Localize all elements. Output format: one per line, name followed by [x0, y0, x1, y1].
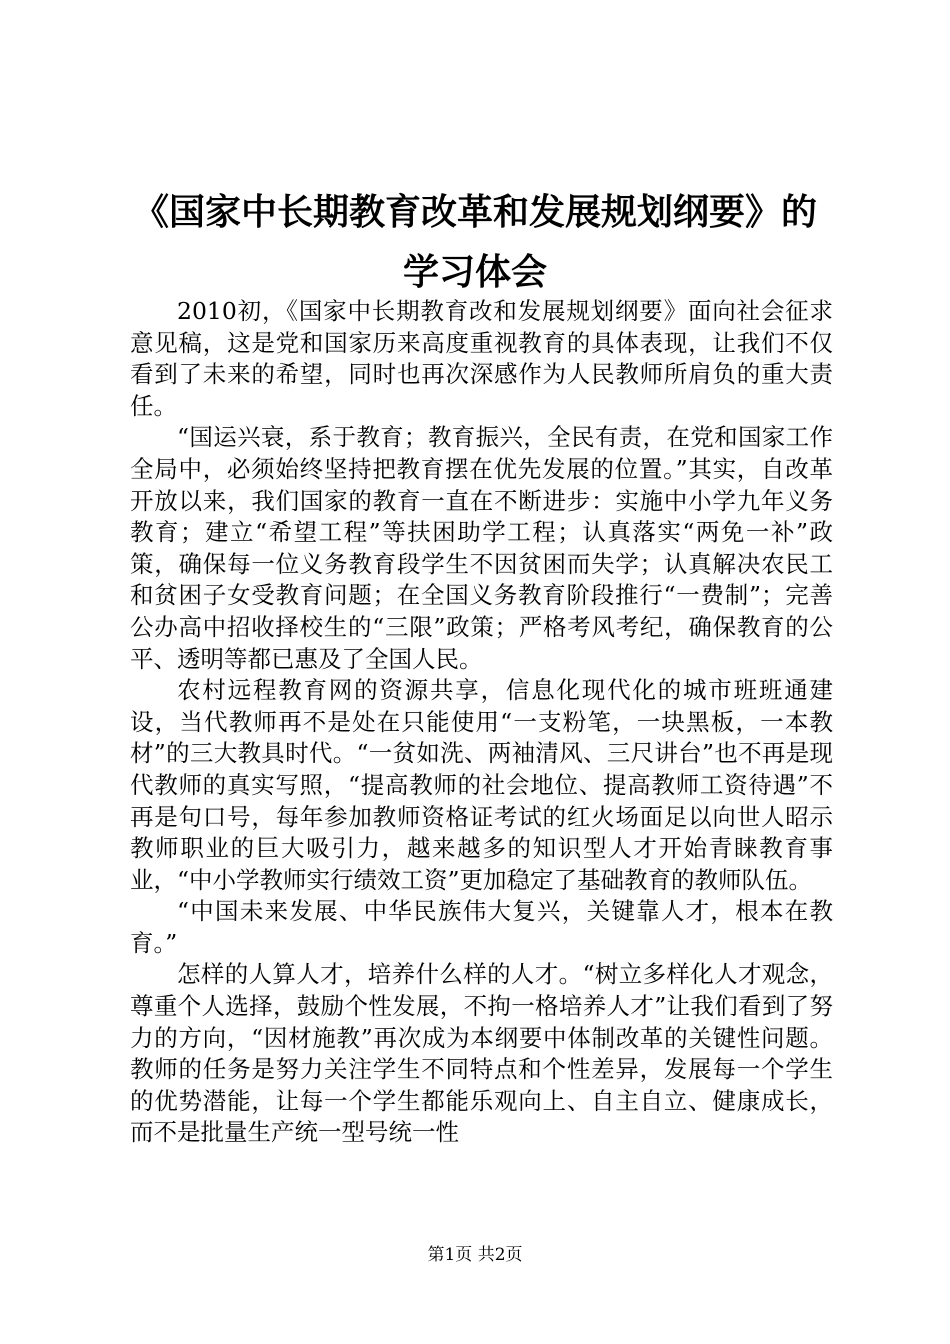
paragraph: 怎样的人算人才，培养什么样的人才。“树立多样化人才观念，尊重个人选择，鼓励个性发展，不拘一格培养人才”让我们看到了努力的方向，“因材施教”再次成为本纲要中体制改革的关键性问题。教师的任务是努力关注学生不同特点和个性差异，发展每一个学生的优势潜能，让每一个学生都能乐观向上、自主自立、健康成长，而不是批量生产统一型号统一性	[130, 960, 833, 1147]
page-footer: 第1页 共2页	[427, 1245, 523, 1265]
document-title: 《国家中长期教育改革和发展规划纲要》的学习体会	[132, 192, 817, 293]
paragraph: “国运兴衰，系于教育；教育振兴，全民有责，在党和国家工作全局中，必须始终坚持把教育摆在优先发展的位置。”其实，自改革开放以来，我们国家的教育一直在不断进步：实施中小学九年义务教育；建立“希望工程”等扶困助学工程；认真落实“两免一补”政策，确保每一位义务教育段学生不因贫困而失学；认真解决农民工和贫困子女受教育问题；在全国义务教育阶段推行“一费制”；完善公办高中招收择校生的“三限”政策；严格考风考纪，确保教育的公平、透明等都已惠及了全国人民。	[130, 423, 833, 673]
document-body	[130, 296, 833, 1149]
paragraph: “中国未来发展、中华民族伟大复兴，关键靠人才，根本在教育。”	[130, 897, 833, 957]
paragraph: 农村远程教育网的资源共享，信息化现代化的城市班班通建设，当代教师再不是处在只能使用“一支粉笔，一块黑板，一本教材”的三大教具时代。“一贫如洗、两袖清风、三尺讲台”也不再是现代教师的真实写照，“提高教师的社会地位、提高教师工资待遇”不再是句口号，每年参加教师资格证考试的红火场面足以向世人昭示教师职业的巨大吸引力，越来越多的知识型人才开始青睐教育事业，“中小学教师实行绩效工资”更加稳定了基础教育的教师队伍。	[130, 676, 833, 894]
paragraph: 2010初，《国家中长期教育改和发展规划纲要》面向社会征求意见稿，这是党和国家历来高度重视教育的具体表现，让我们不仅看到了未来的希望，同时也再次深感作为人民教师所肩负的重大责任。	[130, 297, 833, 420]
